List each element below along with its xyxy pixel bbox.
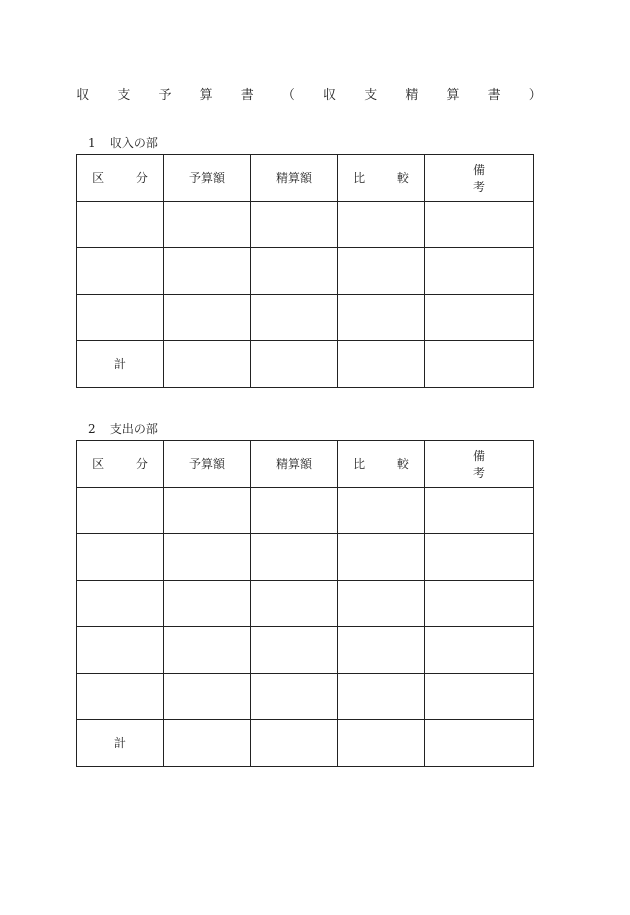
table-cell[interactable] xyxy=(164,487,251,534)
table-cell[interactable] xyxy=(338,341,425,388)
table-cell[interactable] xyxy=(164,248,251,295)
table-cell[interactable] xyxy=(251,534,338,581)
table-cell[interactable] xyxy=(425,248,534,295)
table-cell[interactable] xyxy=(338,580,425,627)
table-cell[interactable] xyxy=(338,294,425,341)
table-row xyxy=(77,294,534,341)
table-cell[interactable] xyxy=(425,627,534,674)
table-cell[interactable] xyxy=(251,580,338,627)
table-cell[interactable] xyxy=(164,534,251,581)
income-header-settlement: 精算額 xyxy=(251,155,338,202)
table-cell[interactable] xyxy=(77,534,164,581)
income-section-title: 収入の部 xyxy=(109,136,158,150)
expense-section-label xyxy=(88,420,158,437)
table-cell[interactable] xyxy=(77,294,164,341)
table-cell[interactable] xyxy=(251,294,338,341)
table-cell[interactable] xyxy=(425,341,534,388)
table-cell[interactable] xyxy=(425,534,534,581)
document-title: 収 支 予 算 書 （ 収 支 精 算 書 ） xyxy=(76,88,554,103)
table-cell[interactable] xyxy=(164,201,251,248)
table-cell[interactable] xyxy=(425,294,534,341)
expense-total-label: 計 xyxy=(77,720,164,767)
expense-section-number: 2 xyxy=(88,422,96,436)
table-row xyxy=(77,627,534,674)
table-cell[interactable] xyxy=(164,580,251,627)
table-cell[interactable] xyxy=(164,673,251,720)
table-cell[interactable] xyxy=(251,673,338,720)
table-cell[interactable] xyxy=(251,248,338,295)
expense-header-settlement: 精算額 xyxy=(251,441,338,488)
income-header-row xyxy=(77,155,534,202)
table-cell[interactable] xyxy=(251,487,338,534)
table-cell[interactable] xyxy=(338,627,425,674)
table-cell[interactable] xyxy=(164,627,251,674)
income-section-number: 1 xyxy=(88,136,96,150)
table-cell[interactable] xyxy=(338,720,425,767)
table-row xyxy=(77,534,534,581)
expense-header-row xyxy=(77,441,534,488)
table-row xyxy=(77,580,534,627)
table-row xyxy=(77,487,534,534)
table-cell[interactable] xyxy=(164,294,251,341)
expense-header-comparison: 比 較 xyxy=(338,441,425,488)
expense-section-title: 支出の部 xyxy=(109,422,158,436)
table-cell[interactable] xyxy=(338,248,425,295)
table-cell[interactable] xyxy=(338,534,425,581)
table-cell[interactable] xyxy=(77,248,164,295)
table-cell[interactable] xyxy=(338,673,425,720)
table-row xyxy=(77,248,534,295)
table-cell[interactable] xyxy=(251,627,338,674)
expense-total-row xyxy=(77,720,534,767)
table-cell[interactable] xyxy=(338,487,425,534)
table-cell[interactable] xyxy=(425,201,534,248)
table-row xyxy=(77,201,534,248)
table-cell[interactable] xyxy=(251,341,338,388)
table-cell[interactable] xyxy=(77,580,164,627)
table-cell[interactable] xyxy=(425,720,534,767)
table-cell[interactable] xyxy=(425,580,534,627)
expense-header-budget: 予算額 xyxy=(164,441,251,488)
income-header-category: 区 分 xyxy=(77,155,164,202)
expense-table xyxy=(76,440,534,767)
table-cell[interactable] xyxy=(164,720,251,767)
income-header-remarks: 備 考 xyxy=(425,155,534,202)
table-cell[interactable] xyxy=(251,720,338,767)
income-header-budget: 予算額 xyxy=(164,155,251,202)
table-cell[interactable] xyxy=(164,341,251,388)
income-section-label xyxy=(88,134,158,151)
table-cell[interactable] xyxy=(425,673,534,720)
income-total-row xyxy=(77,341,534,388)
income-table xyxy=(76,154,534,388)
table-cell[interactable] xyxy=(77,201,164,248)
table-cell[interactable] xyxy=(77,673,164,720)
table-cell[interactable] xyxy=(425,487,534,534)
table-cell[interactable] xyxy=(77,627,164,674)
table-row xyxy=(77,673,534,720)
income-total-label: 計 xyxy=(77,341,164,388)
expense-header-category: 区 分 xyxy=(77,441,164,488)
table-cell[interactable] xyxy=(251,201,338,248)
income-header-comparison: 比 較 xyxy=(338,155,425,202)
table-cell[interactable] xyxy=(77,487,164,534)
table-cell[interactable] xyxy=(338,201,425,248)
expense-header-remarks: 備 考 xyxy=(425,441,534,488)
